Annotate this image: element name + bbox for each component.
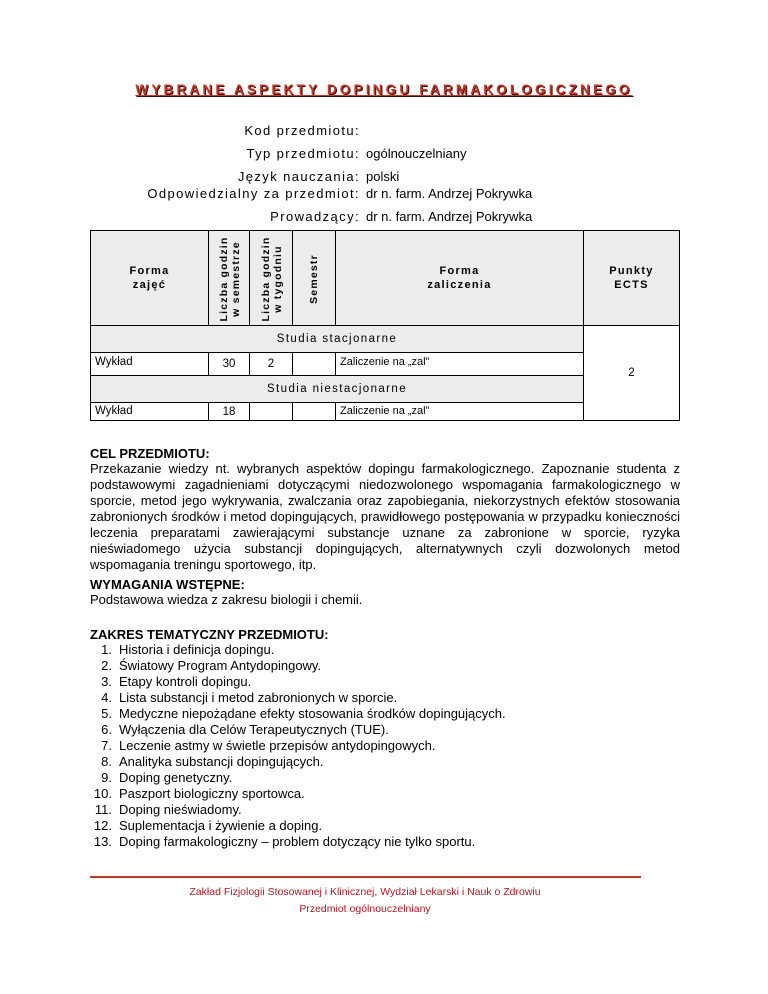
list-item-number: 6. [101,722,112,737]
meta-label: Kod przedmiotu: [244,123,360,138]
list-item-text: Paszport biologiczny sportowca. [119,786,305,801]
list-item [90,770,680,786]
header-godziny-tydzien [249,230,293,326]
row-stacjonarne-godz-sem: 30 [208,352,250,376]
header-label [218,231,242,327]
list-item-text: Etapy kontroli dopingu. [119,674,252,689]
list-item-number: 9. [101,770,112,785]
list-item [90,834,680,850]
list-item-number: 7. [101,738,112,753]
section-zakres [90,627,680,850]
list-item-number: 10. [93,786,112,801]
list-item-text: Doping genetyczny. [119,770,233,785]
list-item-number: 5. [101,706,112,721]
meta-value: dr n. farm. Andrzej Pokrywka [366,186,533,201]
zakres-heading: ZAKRES TEMATYCZNY PRZEDMIOTU: [90,627,329,642]
footer-divider [90,876,641,878]
list-item [90,674,680,690]
meta-label: Język nauczania: [237,169,360,184]
list-item [90,802,680,818]
list-item-text: Historia i definicja dopingu. [119,642,275,657]
list-item [90,690,680,706]
row-niestacjonarne-zaliczenie: Zaliczenie na „zal” [335,402,584,421]
list-item-text: Leczenie astmy w świetle przepisów antydopingowych. [119,738,436,753]
row-niestacjonarne-semestr [292,402,336,421]
row-niestacjonarne-godz-sem: 18 [208,402,250,421]
header-semestr [292,230,336,326]
list-item-number: 2. [101,658,112,673]
list-item-text: Światowy Program Antydopingowy. [119,658,322,673]
row-stacjonarne-godz-tyg: 2 [249,352,293,376]
meta-label: Prowadzący: [270,209,360,224]
header-label-line2: w semestrze [230,241,242,317]
footer-line1: Zakład Fizjologii Stosowanej i Klinicznej, Wydział Lekarski i Nauk o Zdrowiu [189,886,541,898]
header-label: Semestr [308,254,320,304]
list-item [90,738,680,754]
wymagania-heading: WYMAGANIA WSTĘPNE: [90,577,245,592]
list-item-text: Doping farmakologiczny – problem dotyczący nie tylko sportu. [119,834,476,849]
list-item-number: 13. [93,834,112,849]
section-wymagania [90,577,680,608]
header-label: Forma zaliczenia [427,265,492,291]
header-forma-zaliczenia [335,230,584,326]
list-item [90,754,680,770]
list-item-text: Lista substancji i metod zabronionych w sporcie. [119,690,398,705]
list-item-number: 12. [93,818,112,833]
document-title: WYBRANE ASPEKTY DOPINGU FARMAKOLOGICZNEGO [135,82,633,97]
row-niestacjonarne-godz-tyg [249,402,293,421]
list-item [90,722,680,738]
row-niestacjonarne-forma: Wykład [90,402,209,421]
list-item-text: Medyczne niepożądane efekty stosowania środków dopingujących. [119,706,506,721]
list-item [90,818,680,834]
row-stacjonarne-zaliczenie: Zaliczenie na „zal” [335,352,584,376]
list-item-text: Suplementacja i żywienie a doping. [119,818,323,833]
zakres-list [90,642,680,850]
meta-value: dr n. farm. Andrzej Pokrywka [366,209,533,224]
wymagania-text: Podstawowa wiedza z zakresu biologii i chemii. [90,592,363,607]
list-item-text: Analityka substancji dopingujących. [119,754,324,769]
list-item-number: 8. [101,754,112,769]
ects-value: 2 [583,325,680,421]
meta-label: Odpowiedzialny za przedmiot: [147,186,360,201]
list-item-number: 3. [101,674,112,689]
cel-heading: CEL PRZEDMIOTU: [90,446,210,461]
header-forma-zajec [90,230,209,326]
header-label-line2: w tygodniu [272,245,284,313]
list-item-text: Wyłączenia dla Celów Terapeutycznych (TUE). [119,722,389,737]
cel-text: Przekazanie wiedzy nt. wybranych aspektów dopingu farmakologicznego. Zapoznanie studenta z podstawowymi zagadnieniami dotyczącymi niedozwolonego wspomagania farmakologicznego w sporcie, metod jego wykrywania, zwalczania oraz zapobiegania, niekorzystnych efektów stosowania zabronionych środków i metod dopingujących, prawidłowego postępowania w przypadku konieczności leczenia preparatami zawierającymi substancje uznane za zabronione w sporcie, ryzyka nieświadomego użycia substancji dopingujących, alternatywnych czyli dozwolonych metod wspomagania treningu sportowego, itp. [90,461,680,572]
header-label-line1: Liczba godzin [260,236,272,322]
row-stacjonarne-semestr [292,352,336,376]
header-label: Punkty ECTS [609,265,654,291]
list-item [90,786,680,802]
section-stacjonarne: Studia stacjonarne [90,325,584,353]
meta-label: Typ przedmiotu: [246,146,360,161]
list-item [90,642,680,658]
meta-value: ogólnouczelniany [366,146,467,161]
section-niestacjonarne: Studia niestacjonarne [90,375,584,403]
row-stacjonarne-forma: Wykład [90,352,209,376]
list-item-number: 11. [94,802,112,817]
section-cel [90,446,680,573]
header-label: Forma zajęć [129,265,170,291]
list-item [90,658,680,674]
list-item-text: Doping nieświadomy. [119,802,242,817]
list-item-number: 1. [101,642,112,657]
header-label-line1: Liczba godzin [218,236,230,322]
meta-value: polski [366,169,400,184]
header-label [260,231,284,327]
list-item [90,706,680,722]
footer-line2: Przedmiot ogólnouczelniany [299,903,431,915]
header-ects [583,230,680,326]
header-godziny-semestr [208,230,250,326]
list-item-number: 4. [101,690,112,705]
